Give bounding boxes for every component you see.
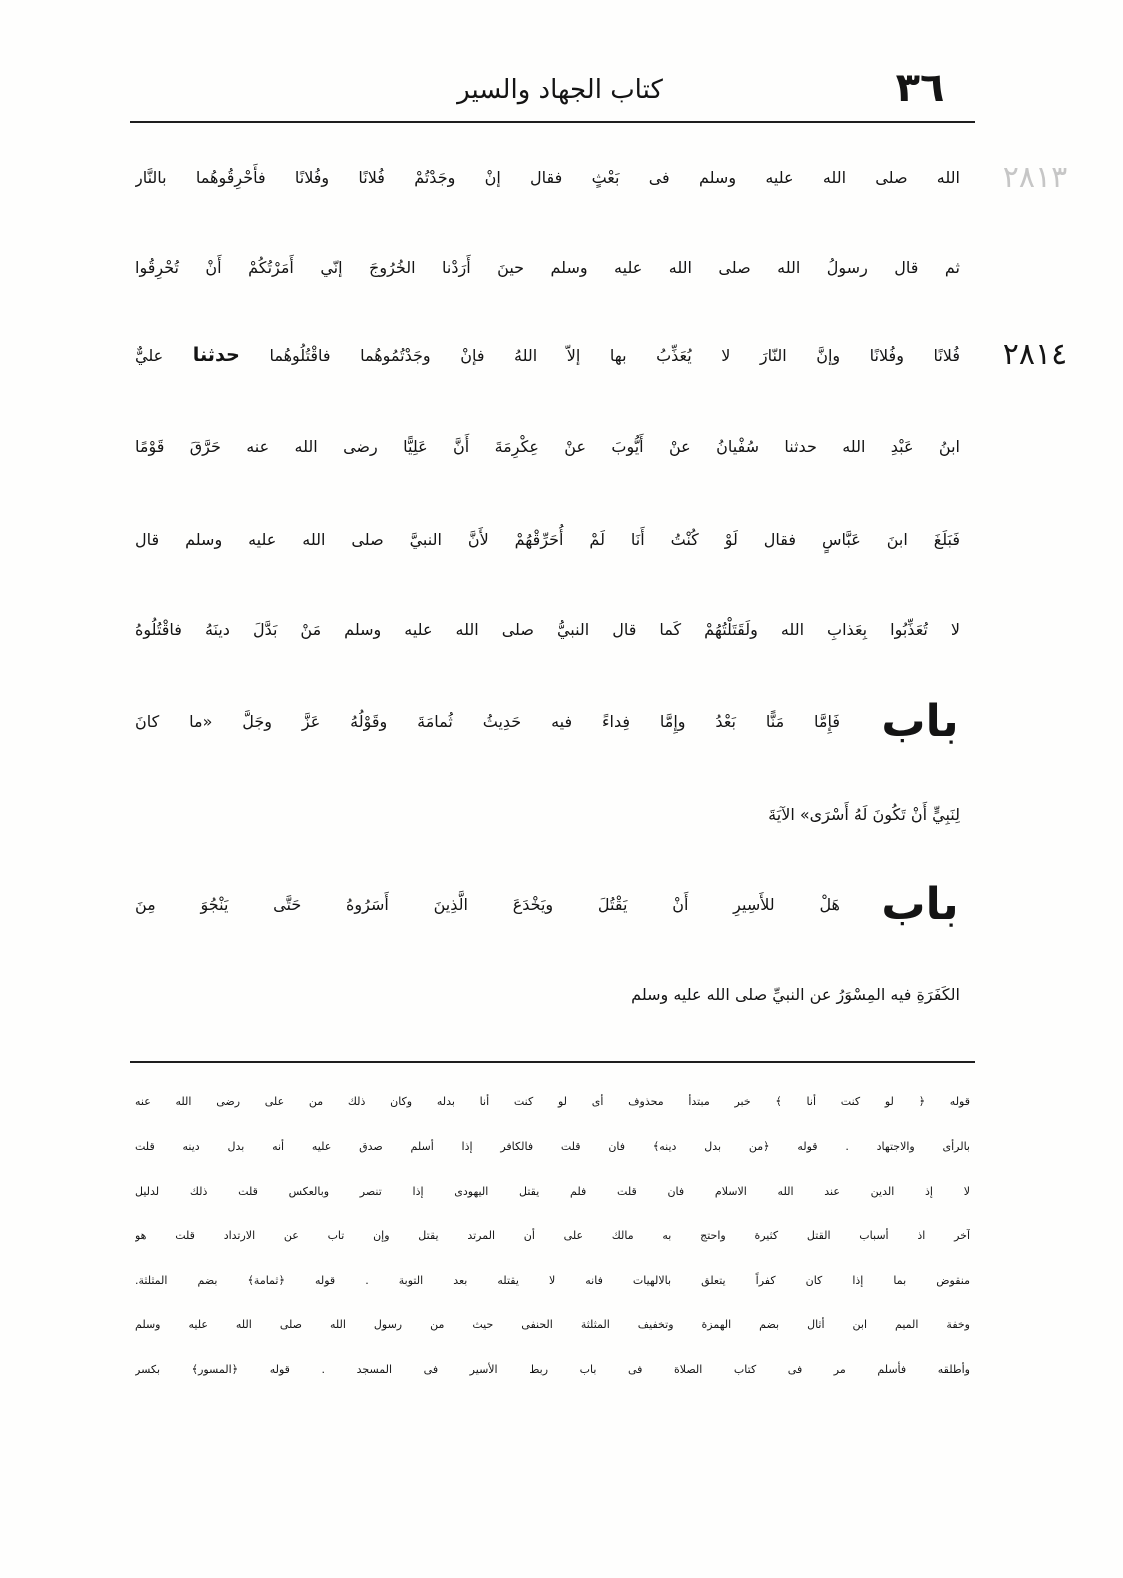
footnote-line-3: لا إذ الدين عند الله الاسلام فان قلت فلم يقتل اليهودى إذا تنصر وبالعكس قلت ذلك لدليل	[135, 1185, 970, 1198]
chapter-heading-line-1	[135, 690, 960, 754]
body-line-2: ثم قال رسولُ الله صلى الله عليه وسلم حينَ أَرَدْنا الخُرُوجَ إنّي أَمَرْتُكُمْ أَنْ تُحْرِقُوا	[135, 258, 960, 277]
isnad-marker-haddathana: حدثنا	[192, 343, 240, 366]
body-line-3	[135, 323, 960, 387]
footnote-line-5: منقوض بما إذا كان كفراً يتعلق بالالهيات فانه لا يقتله بعد التوبة . قوله ﴿ثمامة﴾ بضم المثلثة.	[135, 1274, 970, 1287]
body-line-10: الكَفَرَةِ فيه المِسْوَرُ عن النبيِّ صلى الله عليه وسلم	[631, 985, 960, 1004]
running-header-title: كتاب الجهاد والسير	[457, 75, 663, 105]
body-line-1: الله صلى الله عليه وسلم فى بَعْثٍ فقال إنْ وجَدْتُمْ فُلانًا وفُلانًا فأَحْرِقُوهُما بالنَّار	[135, 168, 960, 187]
hadith-number-faint: ٢٨١٣	[1002, 160, 1068, 195]
body-line-6: لا تُعَذِّبُوا بِعَذابِ الله ولَقَتَلْتُهُمْ كَما قال النبيُّ صلى الله عليه وسلم مَنْ بَدَّلَ دينَهُ فاقْتُلُوهُ	[135, 620, 960, 639]
body-line-5: فَبَلَغَ ابنَ عَبَّاسٍ فقال لَوْ كُنْتُ أَنَا لَمْ أُحَرِّقْهُمْ لأَنَّ النبيَّ صلى الله عليه وسلم قال	[135, 530, 960, 549]
page-number: ٣٦	[895, 65, 945, 111]
chapter-heading-line-2	[135, 873, 960, 937]
header-rule	[130, 121, 975, 123]
body-line-3-text: فُلانًا وفُلانًا وإنَّ النّارَ لا يُعَذِّبُ بها إلاّ اللهُ فإنْ وجَدْتُمُوهُما فاقْتُلُوهُما	[269, 346, 960, 365]
body-line-4: ابنُ عَبْدِ الله حدثنا سُفْيانُ عنْ أَيُّوبَ عنْ عِكْرِمَةَ أَنَّ عَلِيًّا رضى الله عنه حَرَّقَ قَوْمًا	[135, 437, 960, 456]
hadith-number: ٢٨١٤	[1002, 337, 1068, 372]
footnote-line-4: آخر اذ أسباب القتل كثيرة واحتج به مالك على أن المرتد يقتل وإن تاب عن الارتداد قلت هو	[135, 1229, 970, 1242]
bab-heading: باب	[881, 696, 959, 747]
chapter-heading-text: هَلْ للأَسِيرِ أَنْ يَقْتُلَ ويَخْدَعَ الَّذِينَ أَسَرُوهُ حَتَّى يَنْجُوَ مِنَ	[135, 895, 840, 914]
footnote-line-7: وأطلقه فأسلم مر فى كتاب الصلاة فى باب ربط الأسير فى المسجد . قوله ﴿المسور﴾ بكسر	[135, 1363, 970, 1376]
body-line-3-tail: عليٌّ	[135, 346, 164, 365]
footnote-line-2: بالرأى والاجتهاد . قوله ﴿من بدل دينه﴾ فان قلت فالكافر إذا أسلم صدق عليه أنه بدل دينه قلت	[135, 1140, 970, 1153]
body-line-8: لِنَبِيٍّ أَنْ تَكُونَ لَهُ أَسْرَى» الآيَةَ	[768, 805, 960, 824]
chapter-heading-text: فَإِمَّا مَنًّا بَعْدُ وإِمَّا فِداءً فيه حَدِيثُ ثُمامَةَ وقَوْلُهُ عَزَّ وجَلَّ «ما كانَ	[135, 712, 840, 731]
footnote-line-6: وخفة الميم ابن أثال بضم الهمزة وتخفيف المثلثة الحنفى حيث من رسول الله صلى الله عليه وسلم	[135, 1318, 970, 1331]
footnote-line-1: قوله ﴿ لو كنت أنا ﴾ خبر مبتدأ محذوف أى لو كنت أنا بدله وكان ذلك من على رضى الله عنه	[135, 1095, 970, 1108]
footnote-rule	[130, 1061, 975, 1063]
bab-heading: باب	[881, 879, 959, 930]
